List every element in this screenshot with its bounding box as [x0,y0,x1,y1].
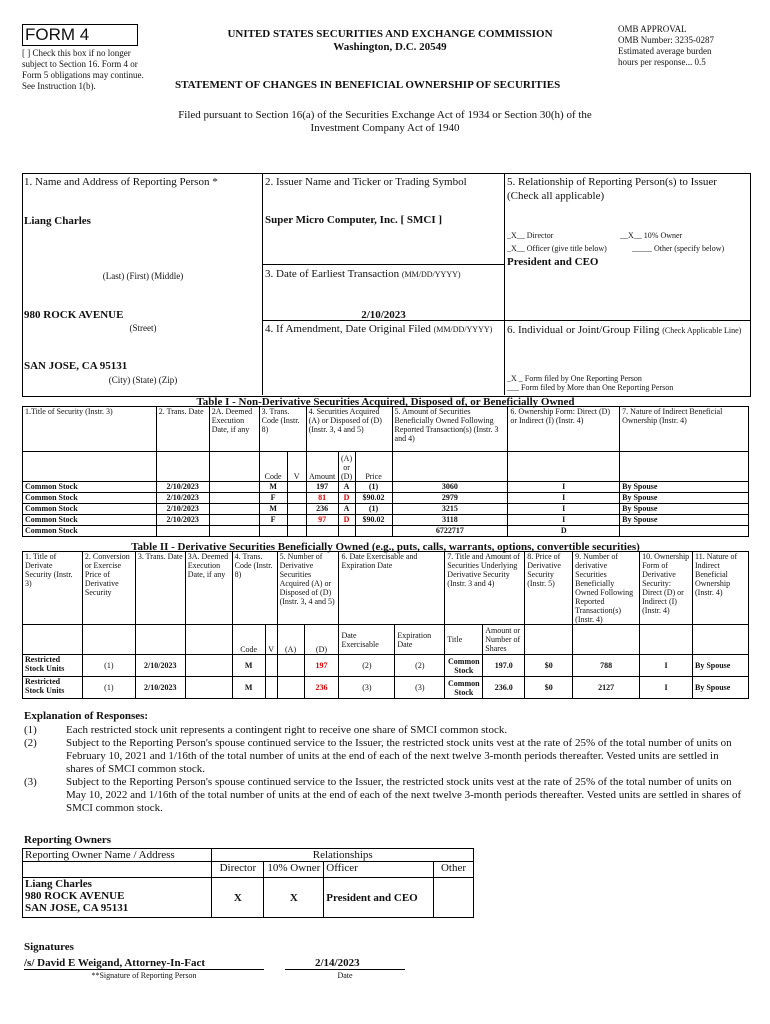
derivative-price: $0 [525,677,573,699]
omb-hours: hours per response... 0.5 [618,57,706,67]
price: $90.02 [355,515,392,526]
derivative-price: $0 [525,655,573,677]
signature-date: 2/14/2023 [285,957,405,970]
a-or-d: D [338,515,355,526]
agency-address: Washington, D.C. 20549 [333,41,447,53]
t1-sub-price: Price [355,452,392,482]
deemed-date [209,515,259,526]
ownership-form: I [508,493,620,504]
box4-title: 4. If Amendment, Date Original Filed [265,323,431,335]
t1-sub-code: Code [259,452,287,482]
price: (1) [355,482,392,493]
deemed-date [209,493,259,504]
security-title: Common Stock [23,482,157,493]
trans-date: 2/10/2023 [135,677,185,699]
explanation-text: Subject to the Reporting Person's spouse continued service to the Issuer, the restricted stock units vest at the rate of 25% of the total number of units on February 10, 2021 and 1/16th of the total number of units at the end of each of the next twelve 3-month periods thereafter. Vested units are settled in shares of SMCI common stock. [66,737,732,775]
t2-h11: 11. Nature of Indirect Beneficial Ownership (Instr. 4) [692,552,748,625]
statement-title: STATEMENT OF CHANGES IN BENEFICIAL OWNERSHIP OF SECURITIES [175,79,561,91]
security-title: Common Stock [23,515,157,526]
rel-officer: _X__ Officer (give title below) [507,244,607,253]
officer-title: President and CEO [507,256,599,268]
v-flag [265,677,277,699]
nature-of-ownership: By Spouse [620,504,749,515]
box3-label [265,268,461,280]
trans-date: 2/10/2023 [156,504,209,515]
trans-date: 2/10/2023 [156,482,209,493]
owner-officer: President and CEO [324,878,434,918]
owned-following: 3118 [392,515,508,526]
owner-name: Liang Charles [25,878,92,890]
box6-label [507,324,747,337]
t2-h4: 4. Trans. Code (Instr. 8) [232,552,277,625]
box2-label: 2. Issuer Name and Ticker or Trading Symbol [265,176,467,188]
expiration-date: (3) [395,677,445,699]
amount: 97 [306,515,338,526]
t2-h3: 3. Trans. Date [135,552,185,625]
t2-h6: 6. Date Exercisable and Expiration Date [339,552,445,625]
explanation-number: (2) [24,737,37,749]
ownership-form: I [508,504,620,515]
box3-format: (MM/DD/YYYY) [401,270,461,279]
amount: 236 [306,504,338,515]
ownership-form: I [508,515,620,526]
rel-owner: __X__ 10% Owner [620,231,683,240]
deemed-date [209,526,259,537]
underlying-amount: 236.0 [483,677,525,699]
t1-h7: 7. Nature of Indirect Beneficial Ownership (Instr. 4) [620,407,749,452]
underlying-title: Common Stock [445,677,483,699]
explanation-list [24,724,744,815]
ownership-form: I [640,655,693,677]
table1-row [23,504,749,515]
t2-h5: 5. Number of Derivative Securities Acquired (A) or Disposed of (D) (Instr. 3, 4 and 5) [277,552,339,625]
nature-of-ownership: By Spouse [692,677,748,699]
t1-sub-v: V [287,452,306,482]
owned-following: 3215 [392,504,508,515]
filed-pursuant-1: Filed pursuant to Section 16(a) of the Securities Exchange Act of 1934 or Section 30(h) of the [178,109,592,121]
deemed-date [185,655,232,677]
agency-name: UNITED STATES SECURITIES AND EXCHANGE COMMISSION [227,28,553,40]
t2-sub-d: (D) [304,625,339,655]
date-sublabel: Date [337,971,353,980]
trans-code: F [259,515,287,526]
rel-other: _____ Other (specify below) [632,244,725,253]
t2-h3a: 3A. Deemed Execution Date, if any [185,552,232,625]
t2-sub-code: Code [232,625,265,655]
t1-h4: 4. Securities Acquired (A) or Disposed of (D) (Instr. 3, 4 and 5) [306,407,392,452]
t2-sub-exercisable: Date Exercisable [339,625,395,655]
reporting-frame [22,173,751,397]
t2-h1: 1. Title of Derivate Security (Instr. 3) [23,552,83,625]
owners-col-other: Other [434,862,474,878]
nature-of-ownership: By Spouse [620,493,749,504]
t2-h8: 8. Price of Derivative Security (Instr. 5) [525,552,573,625]
table2 [22,551,749,699]
security-title: Common Stock [23,526,157,537]
a-or-d: D [338,493,355,504]
box6-title: 6. Individual or Joint/Group Filing [507,324,660,336]
t1-h2: 2. Trans. Date [156,407,209,452]
explanation-number: (3) [24,776,37,788]
table1 [22,406,749,537]
expiration-date: (2) [395,655,445,677]
box4-format: (MM/DD/YYYY) [433,325,493,334]
t2-sub-a: (A) [277,625,304,655]
v-flag [287,515,306,526]
owned-following: 2979 [392,493,508,504]
owners-col-name: Reporting Owner Name / Address [23,849,212,862]
reporting-street: 980 ROCK AVENUE [24,309,124,321]
trans-code [259,526,287,537]
box4-label [265,323,492,335]
ownership-form: D [508,526,620,537]
disposed-d: 197 [304,655,339,677]
table1-row [23,515,749,526]
derivative-title: Restricted Stock Units [23,655,83,677]
divider-3 [262,264,505,265]
a-or-d [338,526,355,537]
owner-street: 980 ROCK AVENUE [25,890,125,902]
owners-table [22,848,474,918]
trans-date: 2/10/2023 [135,655,185,677]
deemed-date [185,677,232,699]
trans-date [156,526,209,537]
trans-code: F [259,493,287,504]
divider-2 [504,173,505,395]
v-flag [287,526,306,537]
table2-row [23,655,749,677]
owned-following: 3060 [392,482,508,493]
conversion-price: (1) [82,677,135,699]
t2-h10: 10. Ownership Form of Derivative Security: Direct (D) or Indirect (I) (Instr. 4) [640,552,693,625]
ownership-form: I [508,482,620,493]
signer-sublabel: **Signature of Reporting Person [91,971,197,980]
underlying-amount: 197.0 [483,655,525,677]
t1-h3: 3. Trans. Code (Instr. 8) [259,407,306,452]
earliest-date: 2/10/2023 [361,309,406,321]
derivative-title: Restricted Stock Units [23,677,83,699]
table1-row [23,526,749,537]
table1-title: Table I - Non-Derivative Securities Acquired, Disposed of, or Beneficially Owned [196,396,575,408]
t1-h2a: 2A. Deemed Execution Date, if any [209,407,259,452]
explanation-text: Each restricted stock unit represents a contingent right to receive one share of SMCI common stock. [66,724,508,736]
date-exercisable: (2) [339,655,395,677]
city-sublabel: (City) (State) (Zip) [108,375,178,385]
box6-sub: (Check Applicable Line) [662,326,742,335]
box5-label: 5. Relationship of Reporting Person(s) to Issuer [507,176,717,188]
omb-burden: Estimated average burden [618,46,712,56]
explanation-text: Subject to the Reporting Person's spouse continued service to the Issuer, the restricted stock units vest at the rate of 25% of the total number of units on May 10, 2022 and 1/16th of the total number of units at the end of each of the next twelve 3-month periods thereafter. Vested units are settled in shares of SMCI common stock. [66,776,742,814]
street-sublabel: (Street) [129,323,157,333]
ownership-form: I [640,677,693,699]
signer-name: /s/ David E Weigand, Attorney-In-Fact [24,957,264,970]
owners-col-owner: 10% Owner [264,862,324,878]
name-sublabel: (Last) (First) (Middle) [102,271,184,281]
t1-sub-aord: (A) or (D) [338,452,355,482]
owners-col-rel: Relationships [212,849,474,862]
underlying-title: Common Stock [445,655,483,677]
reporting-city: SAN JOSE, CA 95131 [24,360,128,372]
owner-ten-pct: X [264,878,324,918]
filing-one: _X _ Form filed by One Reporting Person [507,374,642,383]
acquired-a [277,677,304,699]
table2-row [23,677,749,699]
price: $90.02 [355,493,392,504]
price: (1) [355,504,392,515]
security-title: Common Stock [23,493,157,504]
omb-approval: OMB APPROVAL [618,24,687,34]
t1-h5: 5. Amount of Securities Beneficially Owned Following Reported Transaction(s) (Instr. 3 and 4) [392,407,508,452]
t2-sub-title: Title [445,625,483,655]
owner-director: X [212,878,264,918]
explanation-item [24,776,744,815]
trans-date: 2/10/2023 [156,515,209,526]
box5-sub: (Check all applicable) [507,190,605,202]
v-flag [287,482,306,493]
check-box-text: [ ] Check this box if no longer subject to Section 16. Form 4 or Form 5 obligations may continue. See Instruction 1(b). [22,48,144,91]
v-flag [287,504,306,515]
explanation-item [24,737,744,776]
nature-of-ownership: By Spouse [620,482,749,493]
form-title-box [22,24,138,46]
trans-date: 2/10/2023 [156,493,209,504]
conversion-price: (1) [82,655,135,677]
t2-sub-amount: Amount or Number of Shares [483,625,525,655]
price [355,526,392,537]
date-exercisable: (3) [339,677,395,699]
amount [306,526,338,537]
explanation-number: (1) [24,724,37,736]
v-flag [265,655,277,677]
t2-sub-expiration: Expiration Date [395,625,445,655]
signatures-heading: Signatures [24,941,74,953]
t1-sub-amount: Amount [306,452,338,482]
owned-following: 788 [573,655,640,677]
t2-h7: 7. Title and Amount of Securities Underlying Derivative Security (Instr. 3 and 4) [445,552,525,625]
t1-h1: 1.Title of Security (Instr. 3) [23,407,157,452]
nature-of-ownership: By Spouse [620,515,749,526]
t2-h2: 2. Conversion or Exercise Price of Derivative Security [82,552,135,625]
trans-code: M [259,504,287,515]
divider-1 [262,173,263,395]
rel-director: _X__ Director [507,231,554,240]
owners-heading: Reporting Owners [24,834,112,846]
amount: 81 [306,493,338,504]
a-or-d: A [338,482,355,493]
issuer-name: Super Micro Computer, Inc. [ SMCI ] [265,214,443,226]
explanation-heading: Explanation of Responses: [24,710,149,722]
trans-code: M [259,482,287,493]
table2-title: Table II - Derivative Securities Beneficially Owned (e.g., puts, calls, warrants, options, convertible securities) [131,541,640,553]
t2-sub-v: V [265,625,277,655]
acquired-a [277,655,304,677]
trans-code: M [232,655,265,677]
owned-following: 2127 [573,677,640,699]
trans-code: M [232,677,265,699]
box3-title: 3. Date of Earliest Transaction [265,268,400,280]
owners-col-officer: Officer [324,862,434,878]
disposed-d: 236 [304,677,339,699]
nature-of-ownership [620,526,749,537]
box1-label: 1. Name and Address of Reporting Person * [24,176,218,188]
filed-pursuant-2: Investment Company Act of 1940 [310,122,460,134]
omb-box [618,24,748,68]
t2-h9: 9. Number of derivative Securities Beneficially Owned Following Reported Transaction(s) (Instr. 4) [573,552,640,625]
owner-other [434,878,474,918]
explanation-item [24,724,744,737]
owner-city: SAN JOSE, CA 95131 [25,902,129,914]
owners-col-director: Director [212,862,264,878]
nature-of-ownership: By Spouse [692,655,748,677]
t1-h6: 6. Ownership Form: Direct (D) or Indirect (I) (Instr. 4) [508,407,620,452]
security-title: Common Stock [23,504,157,515]
deemed-date [209,504,259,515]
filing-more: ___ Form filed by More than One Reporting Person [507,383,674,392]
omb-number: OMB Number: 3235-0287 [618,35,714,45]
form-title: FORM 4 [25,25,90,44]
table1-row [23,482,749,493]
v-flag [287,493,306,504]
a-or-d: A [338,504,355,515]
owned-following: 6722717 [392,526,508,537]
deemed-date [209,482,259,493]
table1-row [23,493,749,504]
amount: 197 [306,482,338,493]
reporting-name: Liang Charles [24,215,91,227]
